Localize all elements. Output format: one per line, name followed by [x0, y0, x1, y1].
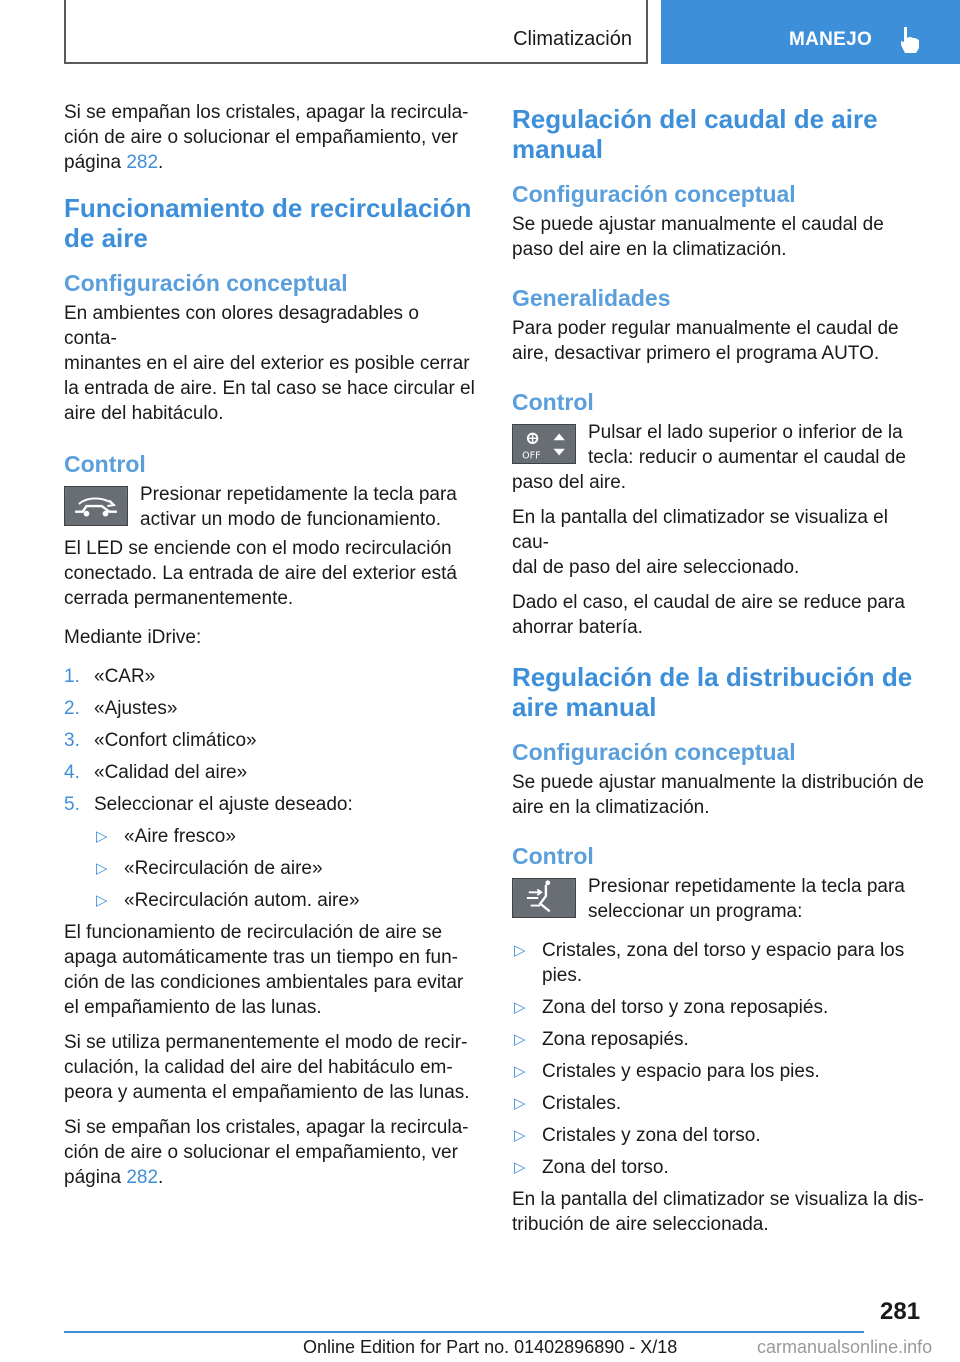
bullet-triangle-icon: ▷ [514, 1159, 526, 1176]
watermark-text: carmanualsonline.info [757, 1337, 933, 1357]
heading-distribution: Regulación de la distribución de aire manual [512, 662, 913, 722]
heading-control: Control [512, 389, 594, 415]
flow-control-block: OFF Pulsar el lado superior o inferior de la tecla: reducir o aumentar el caudal de paso del aire. [512, 422, 906, 493]
led-paragraph: El LED se enciende con el modo recirculación conectado. La entrada de aire del exterior está cerrada permanentemente. [64, 538, 457, 609]
recirculation-car-icon [64, 486, 128, 526]
auto-off-paragraph: El funcionamiento de recirculación de aire se apaga automáticamente tras un tiempo en fun- ción de las condiciones ambientales para evitar el empañamiento de las lunas. [64, 922, 464, 1018]
flow-battery-paragraph: Dado el caso, el caudal de aire se reduce para ahorrar batería. [512, 592, 905, 638]
edition-text: Online Edition for Part no. 01402896890 - X/18 [303, 1337, 678, 1357]
air-distribution-icon [512, 878, 576, 918]
svg-text:OFF: OFF [522, 450, 541, 462]
dist-concept-paragraph: Se puede ajustar manualmente la distribución de aire en la climatización. [512, 772, 924, 818]
flow-concept-paragraph: Se puede ajustar manualmente el caudal de paso del aire en la climatización. [512, 214, 884, 260]
list-item: 5. Seleccionar el ajuste deseado: [64, 794, 353, 815]
list-item: 2. «Ajustes» [64, 698, 178, 719]
bullet-triangle-icon: ▷ [514, 1127, 526, 1144]
list-item: 1. «CAR» [64, 666, 156, 687]
bullet-triangle-icon: ▷ [514, 1063, 526, 1080]
list-item: ▷ Zona reposapiés. [514, 1029, 689, 1050]
list-item: ▷ Cristales y zona del torso. [514, 1125, 761, 1146]
fan-off-rocker-icon [512, 424, 576, 464]
section-title: Climatización [513, 28, 632, 50]
programs-list [512, 938, 930, 1180]
bullet-triangle-icon: ▷ [514, 942, 526, 959]
heading-concept: Configuración conceptual [64, 270, 348, 296]
list-item: 4. «Calidad del aire» [64, 762, 248, 783]
bullet-triangle-icon: ▷ [514, 999, 526, 1016]
concept-paragraph: En ambientes con olores desagradables o conta- minantes en el aire del exterior es posible cerrar la entrada de aire. En tal caso se hace circular el aire del habitáculo. [64, 303, 475, 424]
dist-control-block: Presionar repetidamente la tecla para seleccionar un programa: [512, 874, 930, 924]
header-section-box [64, 0, 648, 64]
chapter-title: MANEJO [789, 29, 873, 50]
right-column [512, 100, 930, 1247]
bullet-triangle-icon: ▷ [514, 1031, 526, 1048]
heading-general: Generalidades [512, 285, 671, 311]
heading-concept: Configuración conceptual [512, 739, 796, 765]
list-item: ▷ Zona del torso. [514, 1157, 669, 1178]
bullet-triangle-icon: ▷ [514, 1095, 526, 1112]
heading-airflow: Regulación del caudal de aire manual [512, 104, 878, 164]
idrive-label: Mediante iDrive: [64, 627, 202, 648]
options-list [64, 824, 476, 913]
list-item: ▷ «Recirculación de aire» [96, 858, 323, 879]
list-item: ▷ Zona del torso y zona reposapiés. [514, 997, 829, 1018]
left-column [64, 100, 476, 1200]
general-paragraph: Para poder regular manualmente el caudal de aire, desactivar primero el programa AUTO. [512, 318, 899, 364]
heading-concept: Configuración conceptual [512, 181, 796, 207]
page-link[interactable]: 282 [126, 152, 159, 173]
flow-display-paragraph: En la pantalla del climatizador se visualiza el cau- dal de paso del aire seleccionado. [512, 507, 888, 578]
permanent-paragraph: Si se utiliza permanentemente el modo de recir- culación, la calidad del aire del habitáculo em- peora y aumenta el empañamiento de las lunas. [64, 1032, 470, 1103]
list-item: ▷ «Aire fresco» [96, 826, 236, 847]
pointing-hand-icon [899, 26, 921, 54]
dist-display-paragraph: En la pantalla del climatizador se visualiza la dis- tribución de aire seleccionada. [512, 1189, 924, 1235]
header-chapter-tab[interactable] [661, 0, 960, 64]
list-item: ▷ Cristales y espacio para los pies. [514, 1061, 820, 1082]
bullet-triangle-icon: ▷ [96, 828, 108, 845]
footer-divider [64, 1331, 864, 1333]
heading-recirculation: Funcionamiento de recirculación de aire [64, 193, 472, 253]
bullet-triangle-icon: ▷ [96, 892, 108, 909]
page-number: 281 [880, 1298, 921, 1325]
list-item: 3. «Confort climático» [64, 730, 257, 751]
outro-paragraph: Si se empañan los cristales, apagar la recircula- ción de aire o solucionar el empañamiento, ver página 282. [64, 1117, 469, 1188]
bullet-triangle-icon: ▷ [96, 860, 108, 877]
control-block: Presionar repetidamente la tecla para activar un modo de funcionamiento. [64, 482, 476, 532]
list-item: ▷ Cristales. [514, 1093, 622, 1114]
heading-control: Control [512, 843, 594, 869]
list-item: ▷ Cristales, zona del torso y espacio para los pies. [514, 940, 905, 986]
page-link[interactable]: 282 [126, 1167, 159, 1188]
intro-paragraph: Si se empañan los cristales, apagar la recircula- ción de aire o solucionar el empañamiento, ver página 282. [64, 102, 469, 173]
heading-control: Control [64, 451, 146, 477]
steps-list [64, 664, 476, 817]
list-item: ▷ «Recirculación autom. aire» [96, 890, 360, 911]
